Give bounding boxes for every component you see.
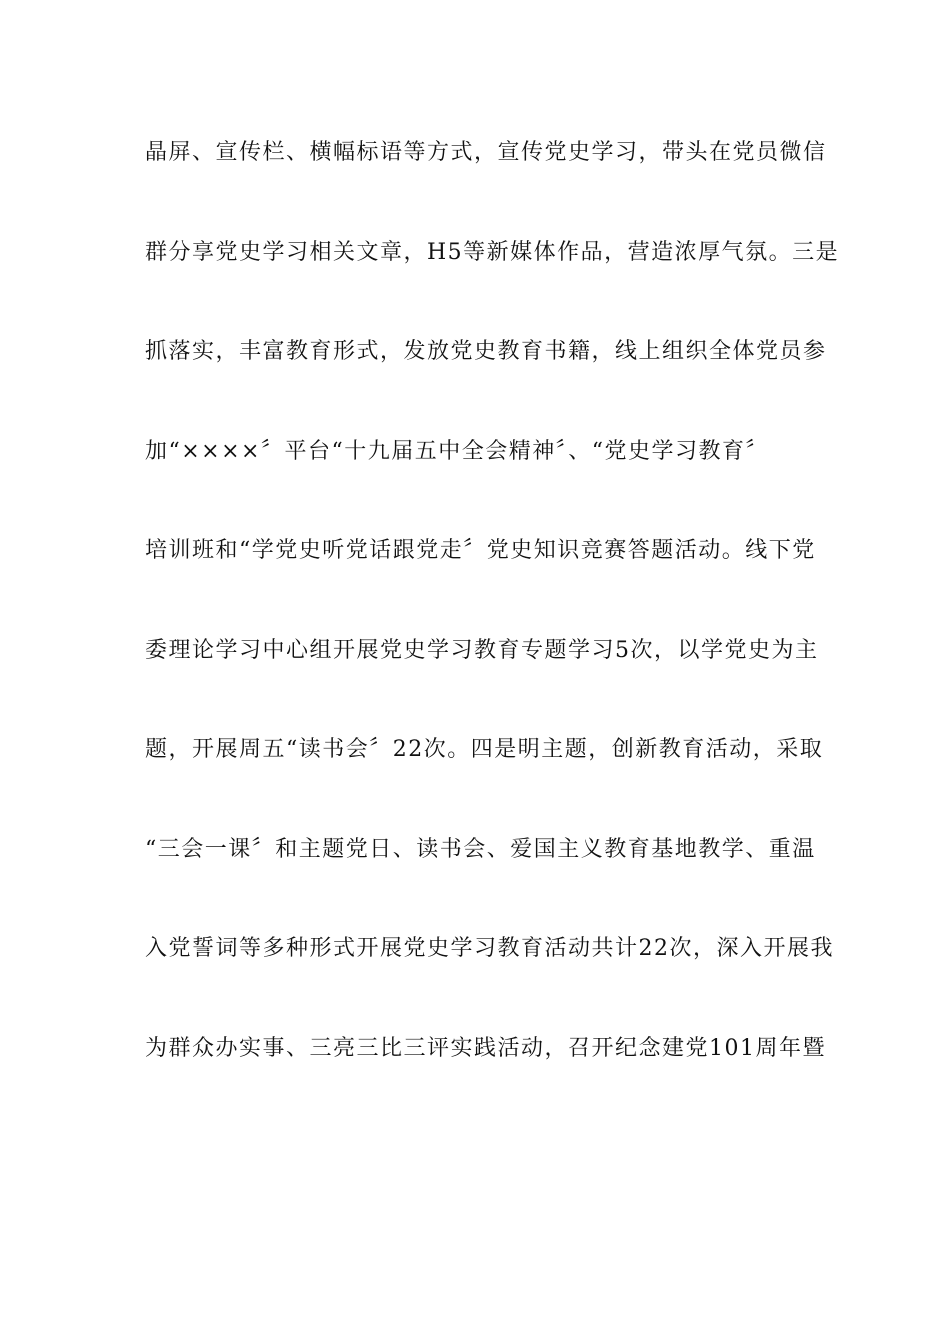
text-line: 群分享党史学习相关文章，H5等新媒体作品，营造浓厚气氛。三是 (145, 239, 840, 265)
text-line: 加“××××〞平台“十九届五中全会精神〞、“党史学习教育〞 (145, 438, 769, 464)
text-line: “三会一课〞和主题党日、读书会、爱国主义教育基地教学、重温 (145, 836, 816, 862)
text-line: 抓落实，丰富教育形式，发放党史教育书籍，线上组织全体党员参 (145, 339, 827, 364)
text-line: 题，开展周五“读书会〞22次。四是明主题，创新教育活动，采取 (145, 737, 824, 762)
text-line: 入党誓词等多种形式开展党史学习教育活动共计22次，深入开展我 (145, 936, 834, 961)
body-text (145, 128, 840, 1123)
text-line: 晶屏、宣传栏、横幅标语等方式，宣传党史学习，带头在党员微信 (145, 140, 827, 165)
text-line: 委理论学习中心组开展党史学习教育专题学习5次，以学党史为主 (145, 637, 819, 663)
text-line: 为群众办实事、三亮三比三评实践活动，召开纪念建党101周年暨 (145, 1035, 826, 1061)
text-line: 培训班和“学党史听党话跟党走〞党史知识竞赛答题活动。线下党 (145, 538, 816, 563)
